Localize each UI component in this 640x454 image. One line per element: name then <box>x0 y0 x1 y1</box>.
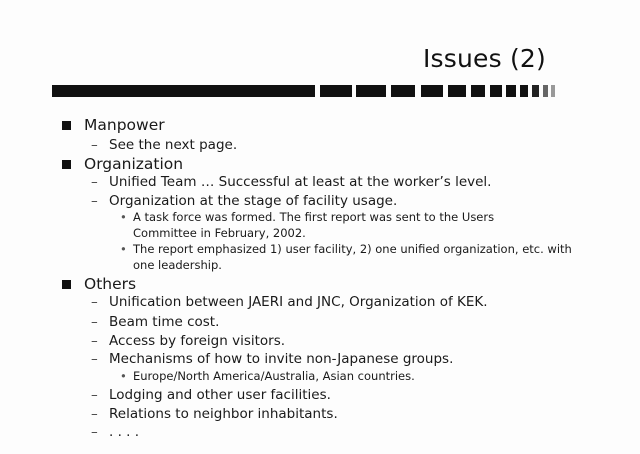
dash-bullet-icon: – <box>91 294 98 310</box>
dash-bullet-icon: – <box>91 174 98 190</box>
dash-bullet-icon: – <box>91 314 98 330</box>
dot-bullet-icon: • <box>120 369 127 383</box>
dash-bullet-icon: – <box>91 333 98 349</box>
list-item: – Unification between JAERI and JNC, Organization of KEK. <box>91 294 488 310</box>
dot-bullet-icon: • <box>120 242 127 256</box>
square-bullet-icon <box>62 121 71 130</box>
list-item: – Mechanisms of how to invite non-Japanese groups. <box>91 351 454 367</box>
section-heading: Manpower <box>84 116 165 134</box>
dash-bullet-icon: – <box>91 406 98 422</box>
title-divider-bar <box>52 85 557 97</box>
list-item: – Lodging and other user facilities. <box>91 387 331 403</box>
dash-bullet-icon: – <box>91 387 98 403</box>
dash-bullet-icon: – <box>91 351 98 367</box>
list-item: – Access by foreign visitors. <box>91 333 286 349</box>
sub-item: • Europe/North America/Australia, Asian countries. <box>120 369 415 383</box>
list-item: – Organization at the stage of facility usage. <box>91 193 398 209</box>
list-item: – See the next page. <box>91 137 238 153</box>
section-heading: Organization <box>84 155 183 173</box>
slide-title: Issues (2) <box>422 44 546 73</box>
dot-bullet-icon: • <box>120 210 127 224</box>
square-bullet-icon <box>62 280 71 289</box>
dash-bullet-icon: – <box>91 424 98 440</box>
sub-item: • A task force was formed. The first report was sent to the Users Committee in February, 2002. <box>120 210 495 240</box>
list-item: – Relations to neighbor inhabitants. <box>91 406 338 422</box>
square-bullet-icon <box>62 160 71 169</box>
list-item: – Beam time cost. <box>91 314 220 330</box>
list-item: – Unified Team … Successful at least at the worker’s level. <box>91 174 492 190</box>
sub-item: • The report emphasized 1) user facility, 2) one unified organization, etc. with one leadership. <box>120 242 572 272</box>
dash-bullet-icon: – <box>91 137 98 153</box>
section-heading: Others <box>84 275 136 293</box>
dash-bullet-icon: – <box>91 193 98 209</box>
list-item: – . . . . <box>91 424 140 440</box>
